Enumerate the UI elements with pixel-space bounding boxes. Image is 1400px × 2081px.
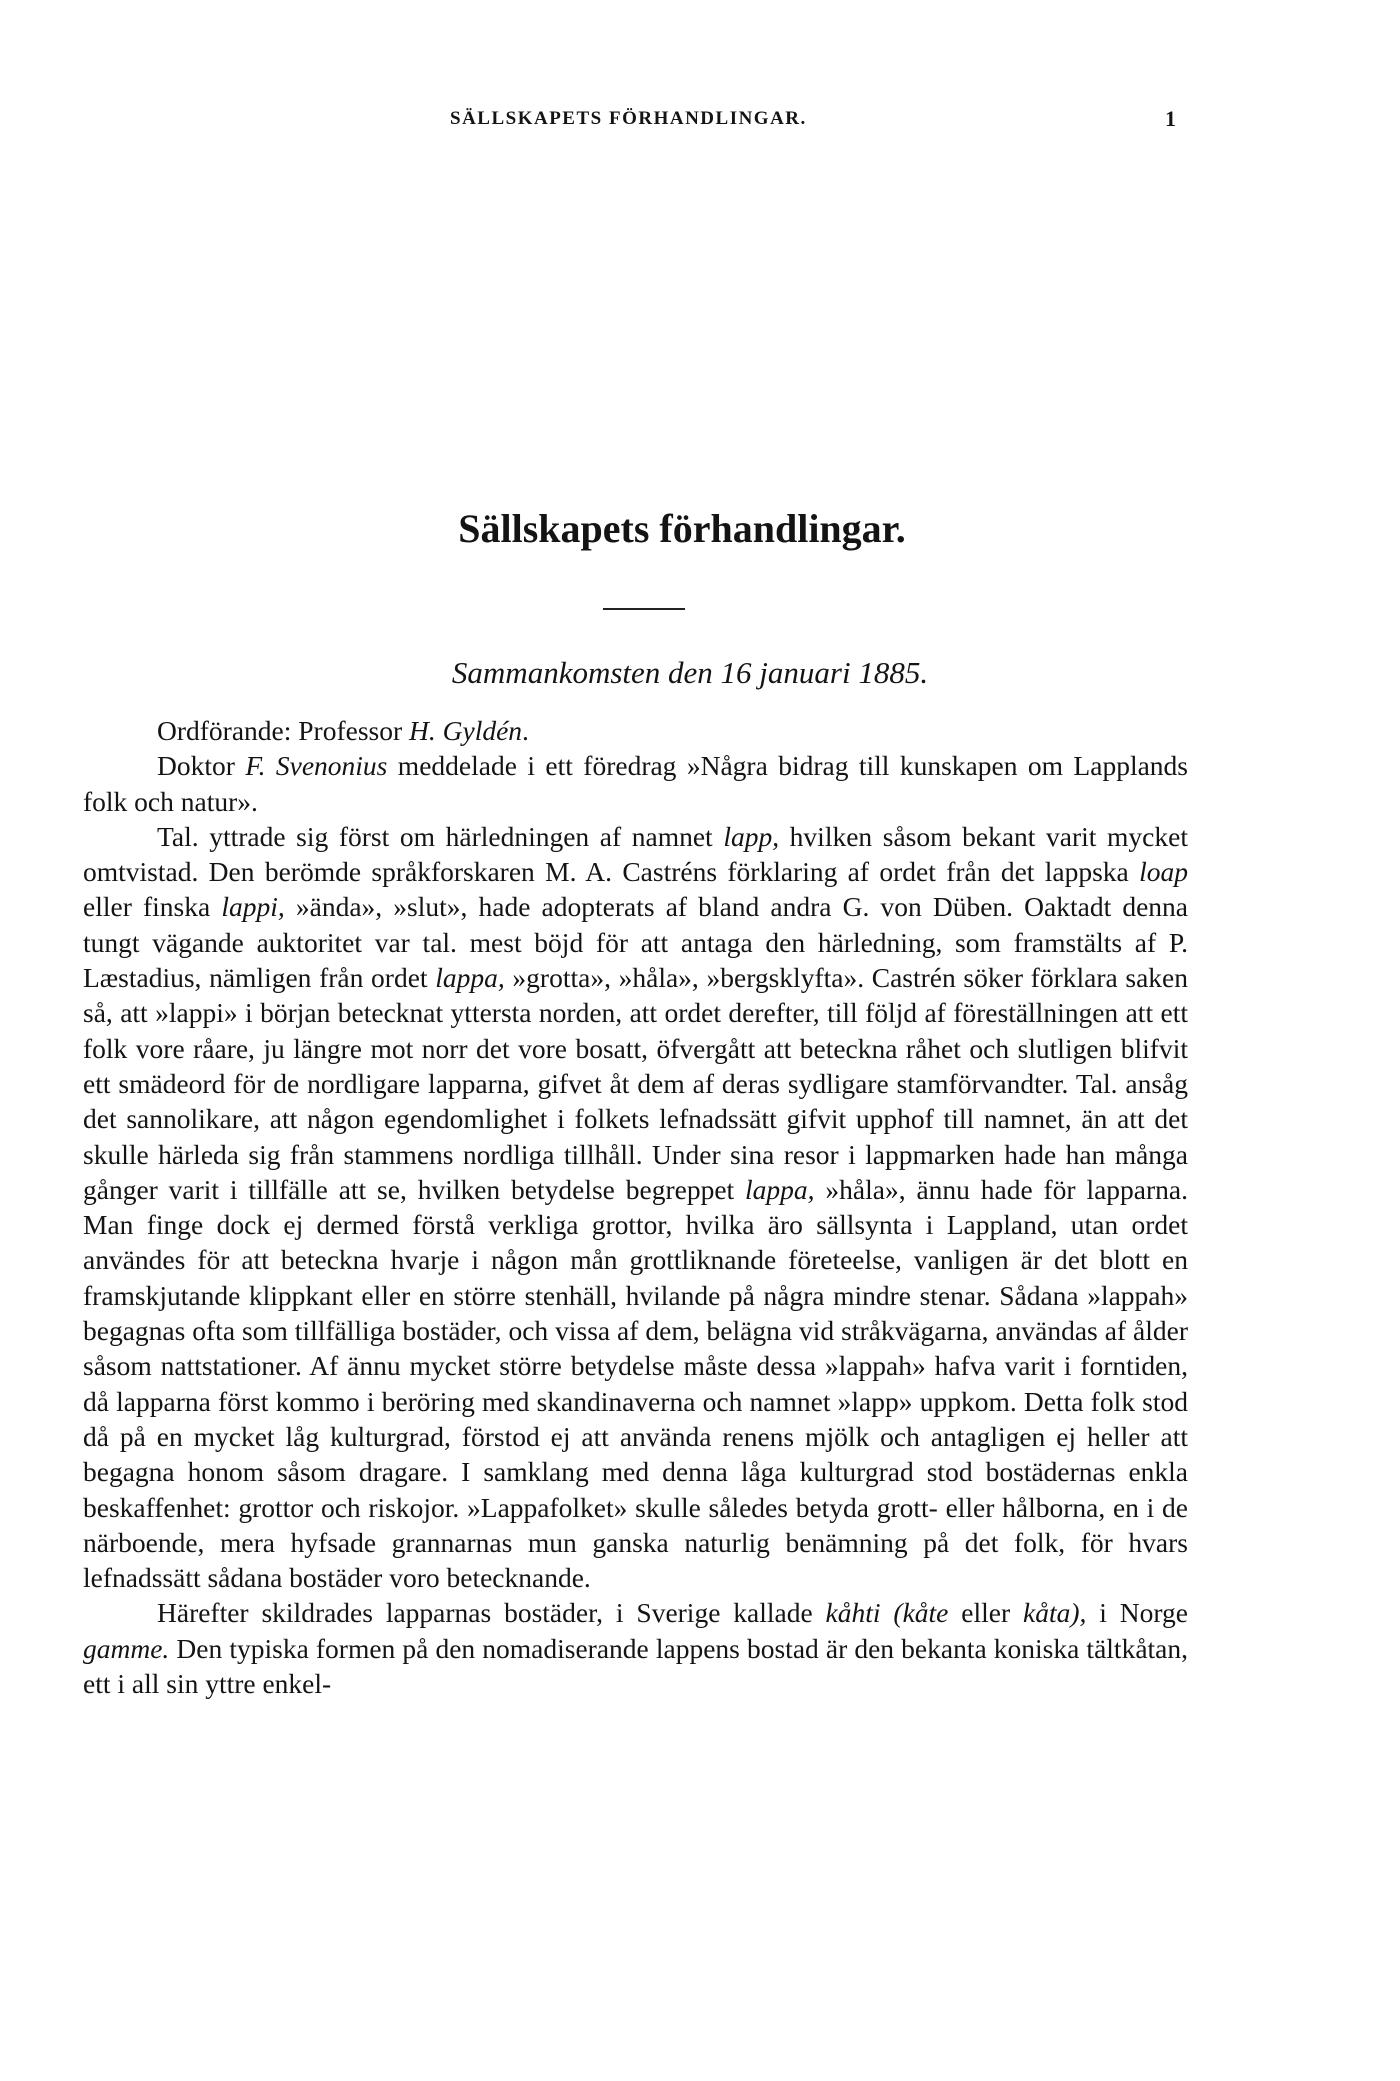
paragraph-dwellings: [83, 1595, 1188, 1701]
text-run: Härefter skildrades lapparnas bostäder, i Sverige kallade: [157, 1597, 826, 1629]
text-run: i Norge: [1086, 1597, 1188, 1629]
italic-term: gamme.: [83, 1632, 170, 1664]
page-number: 1: [1165, 106, 1176, 131]
text-run: hvilken såsom bekant varit mycket omtvistad. Den berömde språkforskaren M. A. Castréns förklaring af ordet från det lappska: [83, 820, 1188, 888]
text-run: Tal. yttrade sig först om härledningen af namnet: [157, 820, 724, 852]
text-run: eller finska: [83, 891, 222, 923]
italic-term: lappa,: [745, 1173, 815, 1205]
chairman-line-end: .: [522, 715, 529, 746]
italic-term: kåta),: [1022, 1597, 1087, 1629]
italic-term: lappi,: [221, 891, 285, 923]
chairman-label: Ordförande: Professor: [157, 715, 410, 746]
section-title: Sällskapets förhandlingar.: [458, 506, 906, 551]
body-text: [83, 713, 1188, 1701]
meeting-date-heading: Sammankomsten den 16 januari 1885.: [451, 655, 929, 690]
text-run: Doktor: [157, 750, 246, 782]
text-run: eller: [948, 1597, 1023, 1629]
italic-term: kåhti (kåte: [825, 1597, 949, 1629]
chairman-name: H. Gyldén: [409, 715, 523, 746]
paragraph-etymology: [83, 819, 1188, 1596]
italic-term: lappa,: [435, 962, 505, 994]
italic-term: lapp,: [723, 820, 780, 852]
speaker-name: F. Svenonius: [245, 750, 388, 782]
running-head: SÄLLSKAPETS FÖRHANDLINGAR.: [450, 108, 807, 129]
italic-term: loap: [1139, 856, 1188, 888]
paragraph-lecture: [83, 748, 1188, 819]
chairman-line: [83, 713, 1188, 748]
text-run: »håla», ännu hade för lapparna. Man finge dock ej dermed förstå verkliga grottor, hvilka äro sällsynta i Lappland, utan ordet användes för att beteckna hvarje i någon mån grottliknande företeelse, vanligen är det blott en framskjutande klippkant eller en större stenhäll, hvilande på några mindre stenar. Sådana »lappah» begagnas ofta som tillfälliga bostäder, och vissa af dem, belägna vid stråkvägarna, användas af ålder såsom nattstationer. Af ännu mycket större betydelse måste dessa »lappah» hafva varit i forntiden, då lapparna först kommo i beröring med skandinaverna och namnet »lapp» uppkom. Detta folk stod då på en mycket låg kulturgrad, förstod ej att använda renens mjölk och antagligen ej heller att begagna honom såsom dragare. I samklang med denna låga kulturgrad stod bostädernas enkla beskaffenhet: grottor och riskojor. »Lappafolket» skulle således betyda grott- eller hålborna, en i de närboende, mera hyfsade grannarnas mun ganska naturlig benämning på det folk, för hvars lefnadssätt sådana bostäder voro betecknande.: [83, 1173, 1188, 1594]
text-run: »ända», »slut», hade adopterats af bland andra G. von Düben. Oaktadt denna tungt vägande auktoritet var tal. mest böjd för att antaga den härledning, som framstälts af P. Læstadius, nämligen från ordet: [83, 891, 1189, 994]
text-run: meddelade i ett föredrag »Några bidrag till kunskapen om Lapplands folk och natur».: [83, 750, 1188, 817]
title-divider: [603, 608, 685, 610]
text-run: Den typiska formen på den nomadiserande lappens bostad är den bekanta koniska tältkåtan, ett i all sin yttre enkel-: [83, 1632, 1188, 1700]
text-run: »grotta», »håla», »bergsklyfta». Castrén söker förklara saken så, att »lappi» i början betecknat yttersta norden, att ordet derefter, till följd af föreställningen att ett folk vore råare, ju längre mot norr det vore bosatt, öfvergått att beteckna råhet och slutligen blifvit ett smädeord för de nordligare lapparna, gifvet åt dem af deras sydligare stamförvandter. Tal. ansåg det sannolikare, att någon egendomlighet i folkets lefnadssätt gifvit upphof till namnet, än att det skulle härleda sig från stammens nordliga tillhåll. Under sina resor i lappmarken hade han många gånger varit i tillfälle att se, hvilken betydelse begreppet: [83, 962, 1188, 1205]
